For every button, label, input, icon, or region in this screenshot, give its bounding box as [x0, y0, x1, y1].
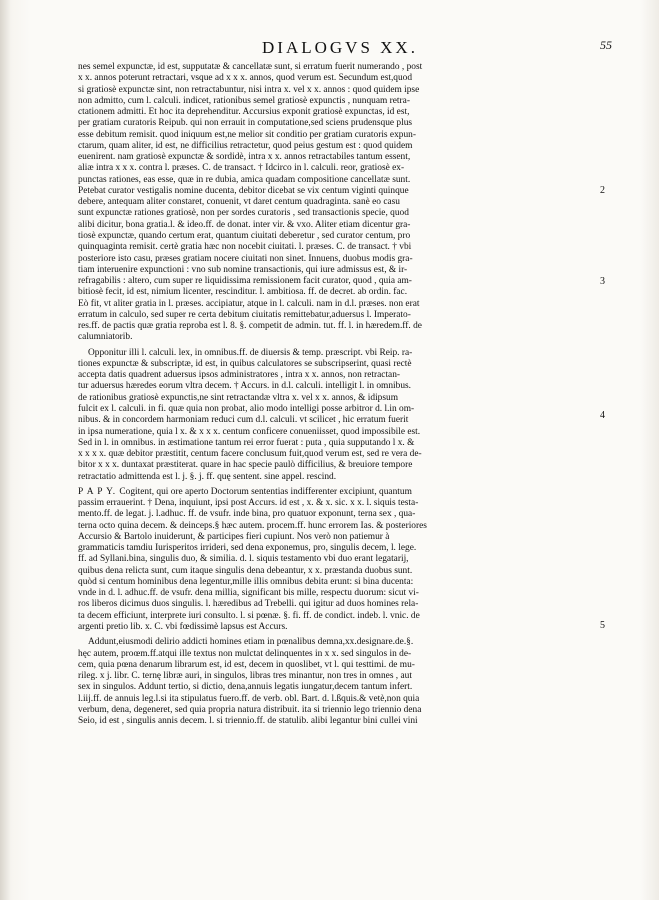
text-line-content: Sed in l. in omnibus. in æstimatione tantum rei error fuerat : puta , quia supputando l x. & [78, 437, 415, 448]
text-line-content: argenti pretio lib. x. C. vbi fœdissimè lapsus est Accurs. [78, 622, 288, 633]
text-line [78, 73, 548, 84]
text-line-content: rileg. x j. libr. C. ternę libræ auri, in singulos, libras tres minantur, non tres in omnes , aut [78, 671, 412, 682]
body-text [78, 62, 548, 727]
text-line [78, 543, 548, 554]
page-number: 55 [600, 38, 612, 52]
text-line-content: verbum, dena, degeneret, sed quia propria natura distribuit. ita si triennio lego triennio dena [78, 704, 422, 715]
text-line-content: quibus dena relicta sunt, cum itaque singulis dena debeantur, x x. præstanda duobus sunt. [78, 565, 413, 576]
text-line-content: debere, antequam aliter constaret, conuenit, vt daret centum quadraginta. sanè eo casu [78, 197, 400, 208]
margin-note-5: 5 [600, 620, 605, 631]
text-line [78, 242, 548, 253]
text-line [78, 577, 548, 588]
text-line [78, 141, 548, 152]
text-line [78, 96, 548, 107]
text-line [78, 175, 548, 186]
text-line-content: mento.ff. de legat. j. l.adhuc. ff. de vsufr. inde bina, pro quatuor exponunt, terna sex , qua- [78, 509, 416, 520]
text-line-content: hęc autem, proœm.ff.atqui ille textus non mulctat delinquentes in x x. sed singulos in de- [78, 648, 412, 659]
margin-note-4: 4 [600, 410, 605, 421]
text-line [78, 671, 548, 682]
text-line-content: x x. annos poterunt retractari, vsque ad x x x. annos, quod verum est. Secundum est,quod [78, 73, 413, 84]
text-line-content: nibus. & in concordem harmoniam reduci cum d.l. calculi. vt scilicet , hic erratum fuerit [78, 415, 409, 426]
text-line [78, 152, 548, 163]
text-line [78, 118, 548, 129]
text-line-content: per gratiam curatoris Reipub. qui non errauit in computatione,sed sciens prudensque plus [78, 118, 413, 129]
margin-note-2: 2 [600, 185, 605, 196]
text-line-content: refragabilis : altero, cum super re liquidissima remissionem facit curator, quod , quia am- [78, 276, 412, 287]
text-line-content: x x x x. quæ debitor præstitit, centum facere conclusum fuit,quod verum est, sed re vera de- [78, 449, 422, 460]
text-line-content: ff. ad Syllani.bina, singulis duo, & similia. d. l. siquis testamento vbi duo erant legatarij, [78, 554, 409, 565]
text-line-content: tur aduersus hæredes eorum vltra decem. † Accurs. in d.l. calculi. intelligit l. in omnibus. [78, 381, 411, 392]
text-line-content: quinquaginta remisit. certè gratia hæc non nocebit ciuitati. l. præses. C. de transact. † vbi [78, 242, 412, 253]
text-line [78, 85, 548, 96]
text-line-content: calumniatorib. [78, 332, 133, 343]
text-line-content: non admitto, cum l. calculi. indicet, rationibus semel gratiosè expunctis , nunquam retra- [78, 95, 410, 106]
text-line-content: ros liberos dicimus duos singulis. l. hæredibus ad Trebelli. qui igitur ad duos homines rela- [78, 599, 419, 610]
text-line [78, 370, 548, 381]
text-line [78, 130, 548, 141]
text-line-content: tiosè expunctæ, quando certum erat, quantum ciuitati deberetur , sed curator centum, pro [78, 230, 411, 241]
text-line-content: ctationem admitti. Et hoc ita deprehenditur. Accursius exponit gratiosè expunctas, id est, [78, 107, 410, 118]
text-line-content: accepta datis quadrent aduersus ipsos administratores , intra x x. annos, non retractan- [78, 370, 401, 381]
text-line-content: nes semel expunctæ, id est, supputatæ & cancellatæ sunt, si erratum fuerit numerando , post [78, 62, 423, 72]
text-line-content: quòd si centum hominibus dena legentur,mille illis omnibus debita erunt: si bina ducenta: [78, 576, 414, 587]
text-line [78, 637, 548, 648]
text-line-content: res.ff. de pactis quæ gratia reproba est l. 8. §. competit de admin. tut. ff. l. in hæredem.ff. de [78, 321, 422, 332]
text-line [78, 404, 548, 415]
text-line [78, 287, 548, 298]
text-line [78, 220, 548, 231]
text-line [78, 611, 548, 622]
text-line [78, 186, 548, 197]
text-line [78, 415, 548, 426]
text-line [78, 359, 548, 370]
text-line [78, 163, 548, 174]
text-line [78, 498, 548, 509]
text-line [78, 588, 548, 599]
text-line [78, 521, 548, 532]
text-line [78, 449, 548, 460]
text-line [78, 705, 548, 716]
text-line-content: Opponitur illi l. calculi. lex, in omnibus.ff. de diuersis & temp. præscript. vbi Reip. ra- [88, 347, 413, 358]
text-line [78, 682, 548, 693]
text-line [78, 393, 548, 404]
text-line [78, 321, 548, 332]
text-line-content: si gratiosè expunctæ sint, non retractabuntur, nisi intra x. vel x x. annos : quod quidem ipse [78, 84, 420, 95]
text-line [78, 254, 548, 265]
text-line-content: tiones expunctæ & subscriptæ, id est, in quibus calculatores se subscripserint, quasi rectè [78, 358, 412, 369]
text-line [78, 694, 548, 705]
text-line-content: Eò fit, vt aliter gratia in l. præses. accipiatur, atque in l. calculi. nam in d.l. præses. non erat [78, 298, 420, 309]
text-line [78, 208, 548, 219]
text-line-content: punctas rationes, eas esse, quæ in re dubia, amica quadam compositione cancellatæ sunt. [78, 174, 411, 185]
text-line [78, 107, 548, 118]
page-header [60, 38, 620, 60]
text-line [78, 660, 548, 671]
text-line-content: ta decem efficiunt, interprete iuri consulto. l. si pœnæ. §. fi. ff. de condict. indeb. l. vnic. de [78, 610, 420, 621]
text-line [78, 310, 548, 321]
text-line [78, 472, 548, 483]
text-line [78, 348, 548, 359]
running-title: DIALOGVS XX. [262, 38, 418, 57]
text-line [78, 427, 548, 438]
text-line-content: esse debitum remisit. quod iniquum est,ne melior sit conditio per gratiam curatoris expun- [78, 129, 416, 140]
text-line-content: erratum in calculo, sed super re certa debitum ciuitatis remittebatur,aduersus l. Imperato- [78, 309, 411, 320]
text-line-content: retractatio admittenda est l. j. §. j. ff. quę sentent. sine appel. rescind. [78, 471, 337, 482]
text-line [78, 381, 548, 392]
text-line-content: vnde in d. l. adhuc.ff. de vsufr. dena millia, significant bis mille, respectu duorum: sicut vi- [78, 588, 419, 599]
text-line [78, 566, 548, 577]
text-line-content: grammaticis tamdiu Iurisperitos irrideri, sed dena exponemus, pro, singulis decem, l. lege. [78, 543, 417, 554]
text-line [78, 716, 548, 727]
text-line [78, 438, 548, 449]
text-line [78, 460, 548, 471]
text-line-content: terna octo quina decem. & deinceps.§ hæc autem. procem.ff. hunc errorem Ias. & posteriores [78, 520, 427, 531]
text-line-content: sunt expunctæ rationes gratiosè, non per sordes curatoris , sed transactionis specie, quod [78, 208, 409, 219]
text-line-content: Petebat curator vestigalis nomine ducenta, debitor dicebat se vix centum viginti quinque [78, 185, 409, 196]
text-line [78, 599, 548, 610]
text-line-content: ctarum, quam aliter, id est, ne difficilius retractetur, quod peius gestum est : quod quidem [78, 140, 413, 151]
text-line-content: sex in singulos. Addunt tertio, si dictio, dena,annuis legatis iungatur,decem tantum infert. [78, 682, 413, 693]
text-line [78, 299, 548, 310]
text-line [78, 622, 548, 633]
text-line [78, 62, 548, 73]
text-line-content: cem, quia pœna denarum librarum est, id est, decem in quoslibet, vt l. qui testtimi. de mu- [78, 659, 415, 670]
text-line-content: euenirent. nam gratiosè expunctæ & sordidè, intra x x. annos retractabiles tantum essent, [78, 152, 411, 163]
text-line-content: Addunt,eiusmodi delirio addicti homines etiam in pœnalibus demna,xx.designare.de.§. [88, 637, 414, 648]
text-line-content: fulcit ex l. calculi. in fi. quæ quia non probat, alio modo intelligi posse arbitror d. l.in om- [78, 403, 415, 414]
text-line-content: de rationibus gratiosè expunctis,ne sint retractandæ vltra x. vel x x. annos, & idipsum [78, 392, 398, 403]
text-line-content: aliæ intra x x x. contra l. præses. C. de transact. † Idcirco in l. calculi. reor, gratiosè ex- [78, 163, 405, 174]
text-line [78, 509, 548, 520]
text-line [78, 332, 548, 343]
text-line [78, 197, 548, 208]
text-line [78, 231, 548, 242]
text-line-content: bitiosè fecit, id est, nimium licenter, rescinditur. l. ambitiosa. ff. de decret. ab ordin. fac. [78, 287, 408, 298]
text-line-content: Seio, id est , singulis annis decem. l. si triennio.ff. de statulib. alibi legantur bini cullei vini [78, 716, 418, 727]
text-line [78, 276, 548, 287]
text-line-content: alibi dicitur, bona gratia.l. & ideo.ff. de donat. inter vir. & vxo. Aliter etiam dicentur gra- [78, 219, 411, 230]
text-line [78, 532, 548, 543]
text-line-content: in ipsa numeratione, quia l x. & x x x. centum conficere conueniisset, quod impossibile est. [78, 426, 421, 437]
text-line-content: tiam interuenire expunctioni : vno sub nomine transactionis, qui iure admissus est, & ir- [78, 264, 408, 275]
text-line [78, 554, 548, 565]
text-line [78, 265, 548, 276]
text-line-content: Accursio & Bartolo inuiderunt, & participes fieri cupiunt. Nos verò non patiemur à [78, 531, 390, 542]
text-line-content: Cogitent, qui ore aperto Doctorum sententias indifferenter excipiunt, quantum [119, 486, 412, 497]
text-line-content: l.iij.ff. de annuis leg.l.si ita stipulatus fuero.ff. de verb. obl. Bart. d. l.ßquis.& vetè,non quia [78, 693, 420, 704]
text-line-content: bitor x x x. duntaxat præstiterat. quare in hac specie paulò difficilius, & breuiore tempore [78, 460, 413, 471]
text-line-content: posteriore isto casu, præses gratiam nocere ciuitati non sinet. Innuens, duobus modis gra- [78, 253, 413, 264]
margin-note-3: 3 [600, 276, 605, 287]
page-gutter-shadow [0, 0, 10, 900]
text-line [78, 649, 548, 660]
text-line-content: passim errauerint. † Dena, inquiunt, ipsi post Accurs. id est , x. & x. sic. x x. l. siquis testa- [78, 498, 419, 509]
speaker-name: P A P Y. [78, 486, 120, 497]
text-line [78, 487, 548, 498]
